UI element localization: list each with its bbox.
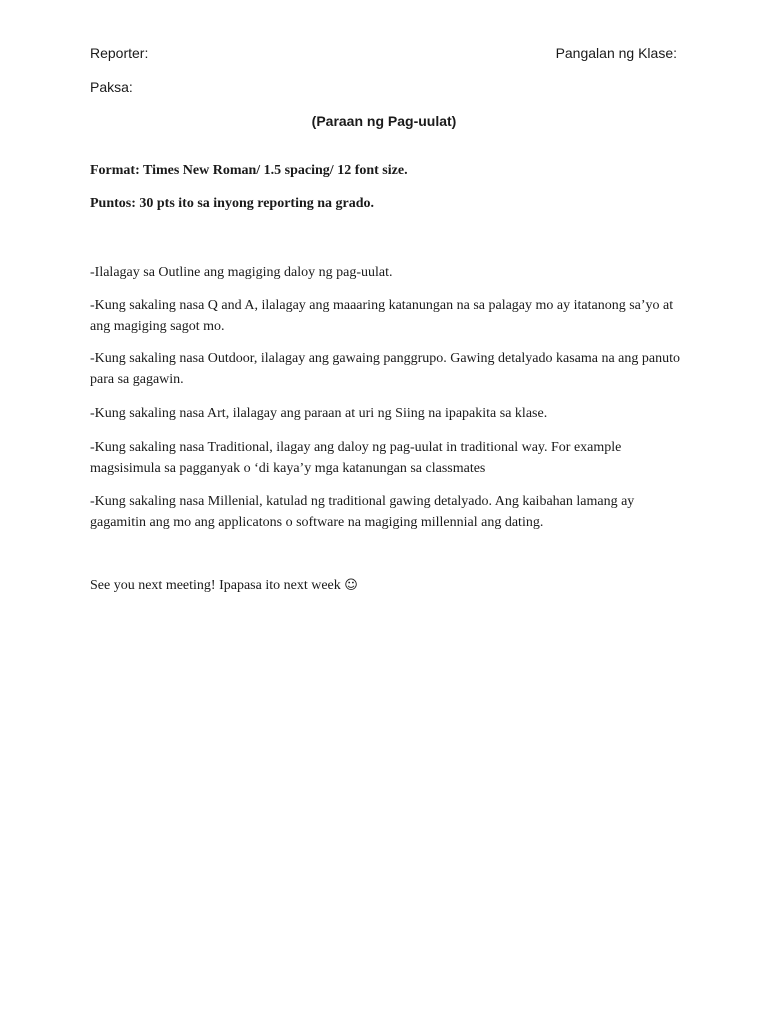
instruction-traditional: -Kung sakaling nasa Traditional, ilagay ang daloy ng pag-uulat in traditional way. For example magsisimula sa pagganyak o ‘di kaya’y mga katanungan sa classmates — [90, 440, 622, 476]
points-line: Puntos: 30 pts ito sa inyong reporting na grado. — [90, 196, 375, 211]
smiley-icon: ☺ — [344, 578, 358, 593]
format-line: Format: Times New Roman/ 1.5 spacing/ 12 font size. — [90, 163, 408, 178]
closing-text: See you next meeting! Ipapasa ito next week — [90, 578, 345, 593]
instruction-outline: -Ilalagay sa Outline ang magiging daloy ng pag-uulat. — [90, 265, 393, 280]
topic-label: Paksa: — [90, 79, 133, 95]
instruction-millenial: -Kung sakaling nasa Millenial, katulad ng traditional gawing detalyado. Ang kaibahan lamang ay gagamitin ang mo ang applicatons o software na magiging millennial ang dating. — [90, 494, 635, 530]
instruction-q-and-a: -Kung sakaling nasa Q and A, ilalagay ang maaaring katanungan na sa palagay mo ay itatanong sa’yo at ang magiging sagot mo. — [90, 298, 674, 334]
closing-line — [90, 578, 358, 594]
document-title: (Paraan ng Pag-uulat) — [311, 113, 457, 129]
class-name-label: Pangalan ng Klase: — [555, 45, 677, 61]
instruction-outdoor: -Kung sakaling nasa Outdoor, ilalagay ang gawaing panggrupo. Gawing detalyado kasama na ang panuto para sa gagawin. — [90, 351, 680, 387]
reporter-label: Reporter: — [90, 45, 149, 61]
instruction-art: -Kung sakaling nasa Art, ilalagay ang paraan at uri ng Siing na ipapakita sa klase. — [90, 406, 548, 421]
